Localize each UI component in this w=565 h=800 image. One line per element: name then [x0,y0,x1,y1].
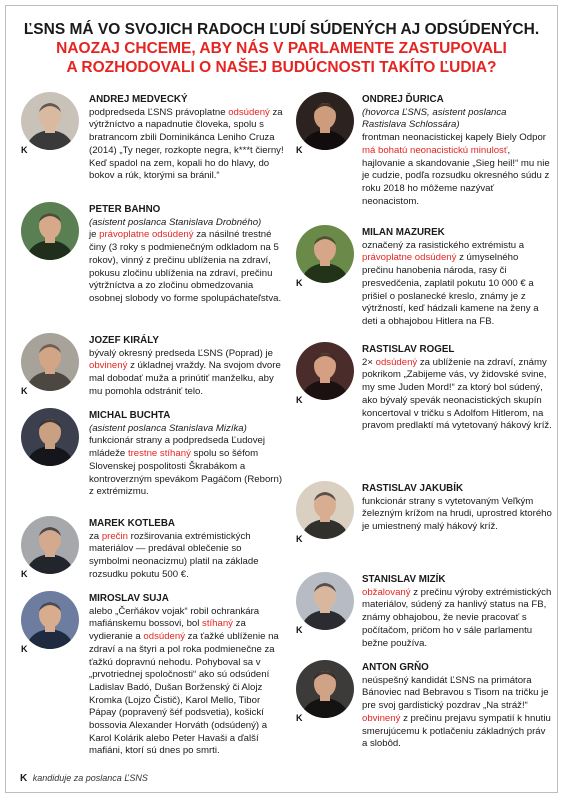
person-description: funkcionár strany a podpredseda Ľudovej mládeže trestne stíhaný spolu so šéfom Slovenskej pospolitosti Škrabákom a kontroverzným spevákom Pagáčom (Reborn) z extrémizmu. [89,435,283,498]
person-name: MICHAL BUCHTA [89,410,171,421]
person-description: podpredseda ĽSNS právoplatne odsúdený za výtržníctvo a napadnutie človeka, spolu s bratrancom zbili Dominikánca Leniho Cruza (2014) „Ty neger, rozkopte negra, k***t čierny! Keď spadol na zem, kopali ho do hlavy, do bokov a rúk, ktorými sa bránil.“ [89,106,284,182]
highlight-charge: trestne stíhaný [127,448,191,460]
person-role: (hovorca ĽSNS, asistent poslanca Rastislava Schlossára) [362,106,507,131]
entry-text-ondrej-durica [362,94,552,208]
person-role: (asistent poslanca Stanislava Mizíka) [89,422,247,434]
entry-text-stanislav-mizik [362,574,552,650]
entry-text-andrej-medvecky [89,94,284,183]
highlight-charge: obvinený [89,360,128,372]
portrait-peter-bahno [21,202,79,260]
highlight-charge: právoplatne odsúdený [362,252,457,264]
person-name: MILAN MAZUREK [362,227,445,238]
candidate-k-marker: K [21,145,28,155]
person-description: označený za rasistického extrémistu a právoplatne odsúdený z úmyselného prečinu hanobenia národa, rasy či presvedčenia, zaplatil pokutu 10 000 € a prišiel o poslanecké kreslo, známy je z výtržností, keď hádzali kamene na ženy a deti a obhajobou Hitlera na FB. [362,239,539,327]
portrait-anton-grno [296,660,354,718]
candidate-k-marker: K [296,534,303,544]
person-role: (asistent poslanca Stanislava Drobného) [89,216,262,228]
entry-text-milan-mazurek [362,227,552,329]
portrait-milan-mazurek [296,225,354,283]
person-description: neúspešný kandidát ĽSNS na primátora Bánoviec nad Bebravou s Tisom na tričku je pre svoj gardistický pozdrav „Na stráž!“ obvinený z prečinu prejavu sympatií k hnutiu smerujúcemu k potlačeniu základných práv a slobôd. [362,674,551,750]
entry-text-rastislav-rogel [362,344,552,433]
entry-text-peter-bahno [89,204,284,306]
entry-text-anton-grno [362,662,552,751]
footer-legend-text: kandiduje za poslanca ĽSNS [32,773,148,783]
person-name: ANTON GRŇO [362,662,429,673]
person-name: MAREK KOTLEBA [89,518,175,529]
title-line-2: NAOZAJ CHCEME, ABY NÁS V PARLAMENTE ZASTUPOVALI [56,40,507,57]
highlight-charge: odsúdený [228,106,270,118]
candidate-k-marker: K [296,713,303,723]
highlight-charge: prečin [101,530,128,542]
portrait-marek-kotleba [21,516,79,574]
highlight-charge: obžalovaný [362,586,411,598]
title-line-1: ĽSNS MÁ VO SVOJICH RADOCH ĽUDÍ SÚDENÝCH AJ ODSÚDENÝCH. [23,21,540,38]
person-name: ANDREJ MEDVECKÝ [89,94,188,105]
person-description: alebo „Čerňákov vojak“ robil ochrankára mafiánskemu bossovi, bol stíhaný za vydieranie a odsúdený za ťažké ublíženie na zdraví a na štyri a pol roka podmienečne za ťažkú dopravnú nehodu. Pohyboval sa v „prvotriednej spoločnosti“ ako sú odsúdení Ladislav Badó, Dušan Borženský či Alojz Kromka (Lojzo Čistič), Karol Mello, Tibor Pápay (popravený šéf podsvetia), košickí bossovia Alexander Horváth (odsúdený) a Karol Kolárik alebo Peter Havaši a ďalší mafiáni, ktorí sú dnes po smrti. [89,605,279,757]
entry-text-marek-kotleba [89,518,284,582]
person-description: 2× odsúdený za ublíženie na zdraví, známy pokrikom „Zabijeme vás, vy židovské svine, my sme Juden Mord!“ za ktorý bol súdený, ako bývalý spevák neonacistických skupín koncertoval v tričku s Adolfom Hitlerom, na pravom predlaktí má vytetovaný hákový kríž. [362,356,552,432]
candidate-k-marker: K [296,145,303,155]
footer-legend [20,773,148,784]
candidate-k-marker: K [21,644,28,654]
highlight-charge: obvinený [362,712,401,724]
leaflet-page [5,5,558,793]
portrait-rastislav-jakubik [296,481,354,539]
entry-text-jozef-kiraly [89,335,284,399]
highlight-charge: právoplatne odsúdený [99,229,194,241]
entry-text-michal-buchta [89,410,284,499]
entry-text-miroslav-suja [89,593,284,758]
portrait-andrej-medvecky [21,92,79,150]
person-description: funkcionár strany s vytetovaným Veľkým železným krížom na hrudi, uprostred ktorého je umiestnený malý hákový kríž. [362,495,552,533]
person-name: JOZEF KIRÁLY [89,335,159,346]
candidate-k-marker: K [296,278,303,288]
portrait-rastislav-rogel [296,342,354,400]
person-name: STANISLAV MIZÍK [362,574,446,585]
footer-k-marker: K [20,773,28,784]
highlight-charge: odsúdený [143,631,186,643]
person-name: RASTISLAV JAKUBÍK [362,483,464,494]
person-description: obžalovaný z prečinu výroby extrémistických materiálov, súdený za hanlivý status na FB, známy obhajobou, že nevie pracovať s počítačom, pričom ho v sále parlamentu bežne používa. [362,586,552,649]
portrait-jozef-kiraly [21,333,79,391]
portrait-ondrej-durica [296,92,354,150]
person-name: MIROSLAV SUJA [89,593,169,604]
candidate-k-marker: K [296,625,303,635]
candidate-k-marker: K [296,395,303,405]
highlight-charge: stíhaný [202,618,233,630]
highlight-charge: odsúdený [375,356,418,368]
person-description: bývalý okresný predseda ĽSNS (Poprad) je obvinený z úkladnej vraždy. Na svojom dvore mal dobodať muža a prinútiť manželku, aby mu pomohla odstrániť telo. [89,347,281,397]
highlight-charge: má bohatú neonacistickú minulosť [362,144,508,156]
entry-text-rastislav-jakubik [362,483,552,534]
page-title [6,20,557,77]
candidate-k-marker: K [21,569,28,579]
person-description: frontman neonacistickej kapely Biely Odpor má bohatú neonacistickú minulosť, hajlovanie a skandovanie „Sieg heil!“ mu nie je cudzie, podľa rozsudku okresného súdu z roku 2018 ho môžeme nazývať neonacistom. [362,132,550,207]
person-name: ONDREJ ĎURICA [362,94,444,105]
title-line-3: A ROZHODOVALI O NAŠEJ BUDÚCNOSTI TAKÍTO ĽUDIA? [66,59,497,76]
portrait-miroslav-suja [21,591,79,649]
candidate-k-marker: K [21,386,28,396]
person-description: je právoplatne odsúdený za násilné trestné činy (3 roky s podmienečným odkladom na 5 rokov), vinný z prečinu ublíženia na zdraví, pokusu zločinu ublíženia na zdraví, prečinu výtržníctva a zo zločinu obmedzovania osobnej slobody vo forme spolupáchateľstva. [89,229,282,304]
portrait-stanislav-mizik [296,572,354,630]
person-description: za prečin rozširovania extrémistických materiálov — predával oblečenie so symbolmi neonacizmu) platil na základe rozsudku pokutu 500 €. [89,530,259,580]
person-name: RASTISLAV ROGEL [362,344,455,355]
portrait-michal-buchta [21,408,79,466]
person-name: PETER BAHNO [89,204,161,215]
